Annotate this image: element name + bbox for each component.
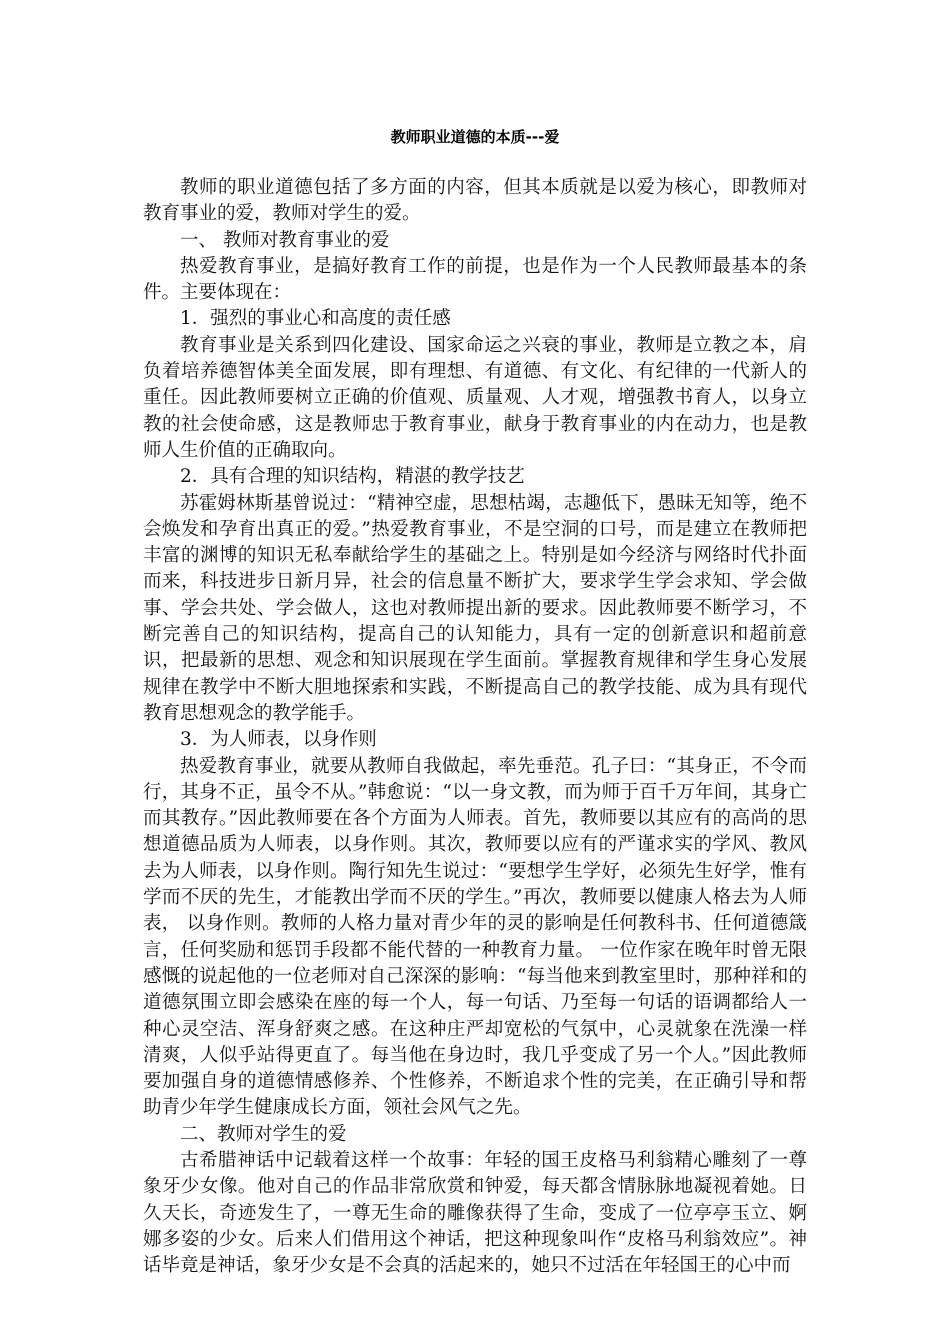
heading-section-1: 一、 教师对教育事业的爱 (180, 229, 390, 251)
paragraph: 苏霍姆林斯基曾说过：“精神空虚，思想枯竭，志趣低下，愚昧无知等，绝不会焕发和孕育出真正的爱。”热爱教育事业，不是空洞的口号，而是建立在教师把丰富的渊博的知识无私奉献给学生的基础之上。特别是如今经济与网络时代扑面而来，科技进步日新月异，社会的信息量不断扩大，要求学生学会求知、学会做事、学会共处、学会做人，这也对教师提出新的要求。因此教师要不断学习，不断完善自己的知识结构，提高自己的认知能力，具有一定的创新意识和超前意识，把最新的思想、观念和知识展现在学生面前。掌握教育规律和学生身心发展规律在教学中不断大胆地探索和实践，不断提高自己的教学技能、成为具有现代教育思想观念的教学能手。 (143, 492, 807, 724)
paragraph: 古希腊神话中记载着这样一个故事：年轻的国王皮格马利翁精心雕刻了一尊象牙少女像。他对自己的作品非常欣赏和钟爱，每天都含情脉脉地凝视着她。日久天长，奇迹发生了，一尊无生命的雕像获得了生命，变成了一位亭亭玉立、婀娜多姿的少女。后来人们借用这个神话，把这种现象叫作“皮格马利翁效应”。神话毕竟是神话，象牙少女是不会真的活起来的，她只不过活在年轻国王的心中而 (143, 1149, 807, 1277)
document-title: 教师职业道德的本质---爱 (390, 128, 560, 146)
paragraph-intro: 教师的职业道德包括了多方面的内容，但其本质就是以爱为核心，即教师对教育事业的爱，教师对学生的爱。 (143, 177, 807, 225)
paragraph: 热爱教育事业，是搞好教育工作的前提，也是作为一个人民教师最基本的条件。主要体现在： (143, 255, 807, 304)
subheading-2: 2．具有合理的知识结构，精湛的教学技艺 (180, 466, 525, 488)
subheading-3: 3．为人师表，以身作则 (180, 729, 377, 751)
paragraph: 热爱教育事业，就要从教师自我做起，率先垂范。孔子曰：“其身正，不令而行，其身不正，虽令不从。”韩愈说：“以一身文教，而为师于百千万年间，其身亡而其教存。”因此教师要在各个方面为人师表。首先，教师要以其应有的高尚的思想道德品质为人师表，以身作则。其次，教师要以应有的严谨求实的学风、教风去为人师表，以身作则。陶行知先生说过：“要想学生学好，必须先生好学，惟有学而不厌的先生，才能教出学而不厌的学生。”再次，教师要以健康人格去为人师表， 以身作则。教师的人格力量对青少年的灵的影响是任何教科书、任何道德箴言，任何奖励和惩罚手段都不能代替的一种教育力量。 一位作家在晚年时曾无限感慨的说起他的一位老师对自己深深的影响：“每当他来到教室里时，那种祥和的道德氛围立即会感染在座的每一个人，每一句话、乃至每一句话的语调都给人一种心灵空洁、浑身舒爽之感。在这种庄严却宽松的气氛中，心灵就象在洗澡一样清爽，人似乎站得更直了。每当他在身边时，我几乎变成了另一个人。”因此教师要加强自身的道德情感修养、个性修养，不断追求个性的完美，在正确引导和帮助青少年学生健康成长方面，领社会风气之先。 (143, 755, 807, 1119)
subheading-1: 1．强烈的事业心和高度的责任感 (180, 308, 451, 330)
heading-section-2: 二、教师对学生的爱 (180, 1123, 347, 1145)
paragraph: 教育事业是关系到四化建设、国家命运之兴衰的事业，教师是立教之本，肩负着培养德智体美全面发展，即有理想、有道德、有文化、有纪律的一代新人的重任。因此教师要树立正确的价值观、质量观、人才观，增强教书育人，以身立教的社会使命感，这是教师忠于教育事业，献身于教育事业的内在动力，也是教师人生价值的正确取向。 (143, 334, 807, 461)
document-body (143, 175, 807, 1279)
